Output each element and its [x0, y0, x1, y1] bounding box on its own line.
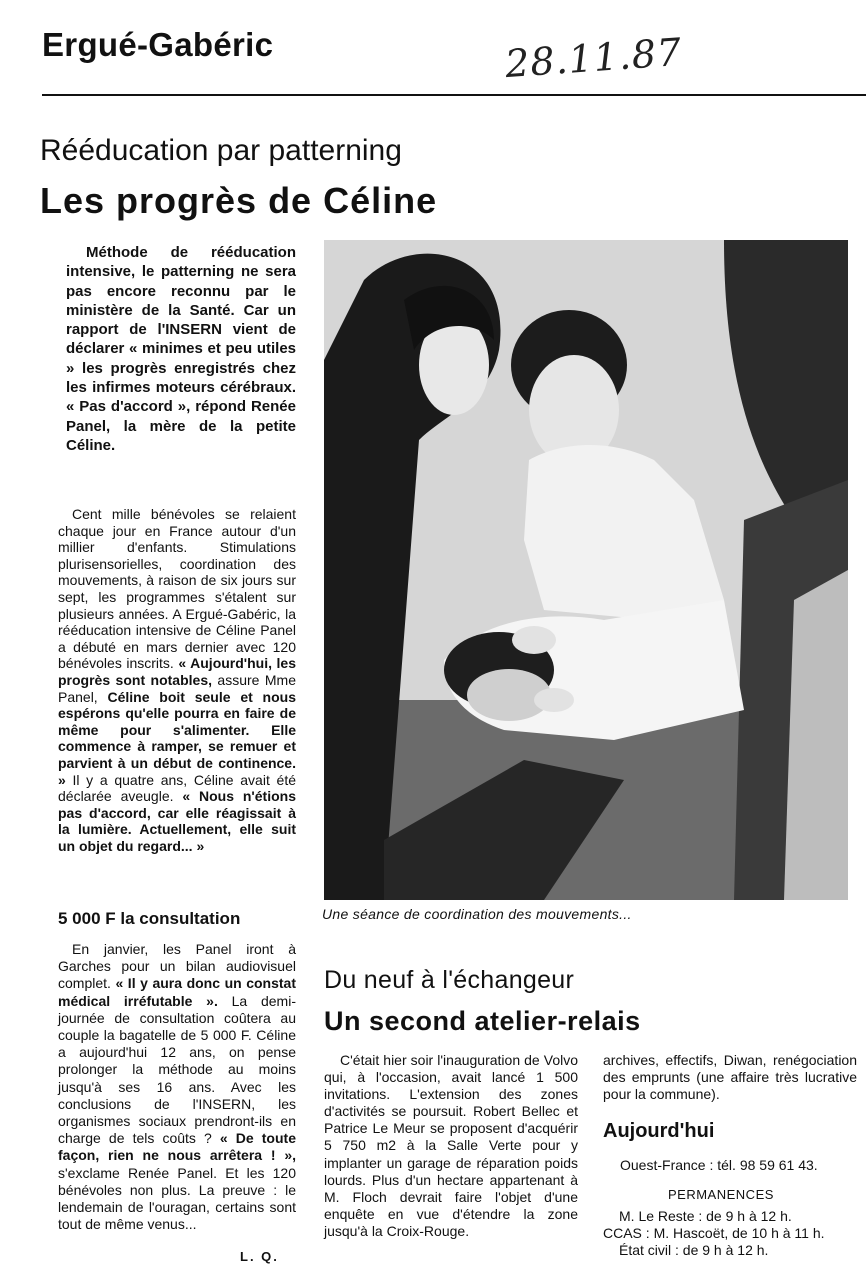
handwritten-date: 28.11.87: [503, 29, 684, 87]
body-paragraph: [58, 941, 296, 1233]
today-title: Aujourd'hui: [603, 1120, 715, 1142]
article2-kicker: Du neuf à l'échangeur: [324, 966, 575, 994]
list-item: M. Le Reste : de 9 h à 12 h.: [619, 1208, 792, 1224]
body-quote: Céline boit seule et nous espérons qu'elle pourra en faire de même pour s'alimenter. Elle commence à ramper, se remuer et parvient à un début de continence. »: [58, 688, 296, 788]
body-quote: « De toute façon, rien ne nous arrêtera ! »,: [58, 1130, 296, 1164]
photo-illustration: [324, 240, 848, 900]
ouest-france-phone: Ouest-France : tél. 98 59 61 43.: [620, 1157, 818, 1173]
article-subhead: 5 000 F la consultation: [58, 909, 241, 928]
article-body-part2: [58, 941, 296, 1233]
body-quote: « Nous n'étions pas d'accord, car elle réagissait à la lumière. Actuellement, elle suit un objet du regard... »: [58, 788, 296, 854]
body-text: En janvier, les Panel iront à Garches pour un bilan audiovisuel complet.: [58, 941, 296, 992]
permanences-title: PERMANENCES: [668, 1187, 774, 1202]
article2-column-right: archives, effectifs, Diwan, renégociation des emprunts (une affaire très lucrative pour la commune).: [603, 1052, 857, 1103]
body-text: assure Mme Panel,: [58, 671, 296, 705]
body-quote: « Aujourd'hui, les progrès sont notables,: [58, 655, 296, 688]
article-photo: [324, 240, 848, 900]
body-quote: « Il y aura donc un constat médical irréfutable ».: [58, 975, 296, 1009]
article2-column-left: [324, 1052, 578, 1240]
article-headline: Les progrès de Céline: [40, 180, 438, 221]
permanences-list: [603, 1208, 857, 1259]
body-text: s'exclame Renée Panel. Et les 120 bénévoles non plus. La preuve : le lendemain de l'ouragan, certains sont tout de même venus...: [58, 1164, 296, 1233]
list-item: État civil : de 9 h à 12 h.: [619, 1242, 769, 1258]
list-item: CCAS : M. Hascoët, de 10 h à 11 h.: [603, 1225, 825, 1241]
photo-caption: Une séance de coordination des mouvements...: [322, 906, 632, 922]
body-text: Cent mille bénévoles se relaient chaque jour en France autour d'un millier d'enfants. Stimulations plurisensorielles, coordination des mouvements, à raison de six jours sur sept, les programmes s'étalent sur plusieurs années. A Ergué-Gabéric, la rééducation intensive de Céline Panel a débuté en mars dernier avec 120 bénévoles inscrits.: [58, 506, 296, 672]
author-signature: L. Q.: [240, 1249, 279, 1264]
lead-paragraph: Méthode de rééducation intensive, le patterning ne sera pas encore reconnu par le ministère de la Santé. Car un rapport de l'INSERN vient de déclarer « minimes et peu utiles » les progrès enregistrés chez les infirmes moteurs cérébraux. « Pas d'accord », répond Renée Panel, la mère de la petite Céline.: [66, 244, 296, 454]
body-paragraph: C'était hier soir l'inauguration de Volvo qui, à l'occasion, avait lancé 1 500 invitations. L'extension des zones d'activités se poursuit. Robert Bellec et Patrice Le Meur se proposent d'acquérir 5 750 m2 à la Salle Verte pour y implanter un garage de réparation poids lourds. Plus d'un hectare appartenant à M. Floch devrait faire l'objet d'une enquête en vue d'étendre la zone jusqu'à la Croix-Rouge.: [324, 1052, 578, 1239]
article-kicker: Rééducation par patterning: [40, 134, 402, 167]
body-paragraph: [58, 506, 296, 854]
article-lead: [66, 243, 296, 455]
header-rule: [42, 94, 866, 96]
town-name: Ergué-Gabéric: [42, 26, 274, 63]
body-text: La demi-journée de consultation coûtera au couple la bagatelle de 5 000 F. Céline a aujourd'hui 12 ans, on pense prolonger la méthode au moins jusqu'à ses 16 ans. Avec les conclusions de l'INSERN, les organismes sociaux prendront-ils en charge de tels coûts ?: [58, 992, 296, 1147]
article-body-part1: [58, 506, 296, 854]
article2-headline: Un second atelier-relais: [324, 1006, 641, 1036]
body-text: Il y a quatre ans, Céline avait été déclarée aveugle.: [58, 771, 296, 805]
